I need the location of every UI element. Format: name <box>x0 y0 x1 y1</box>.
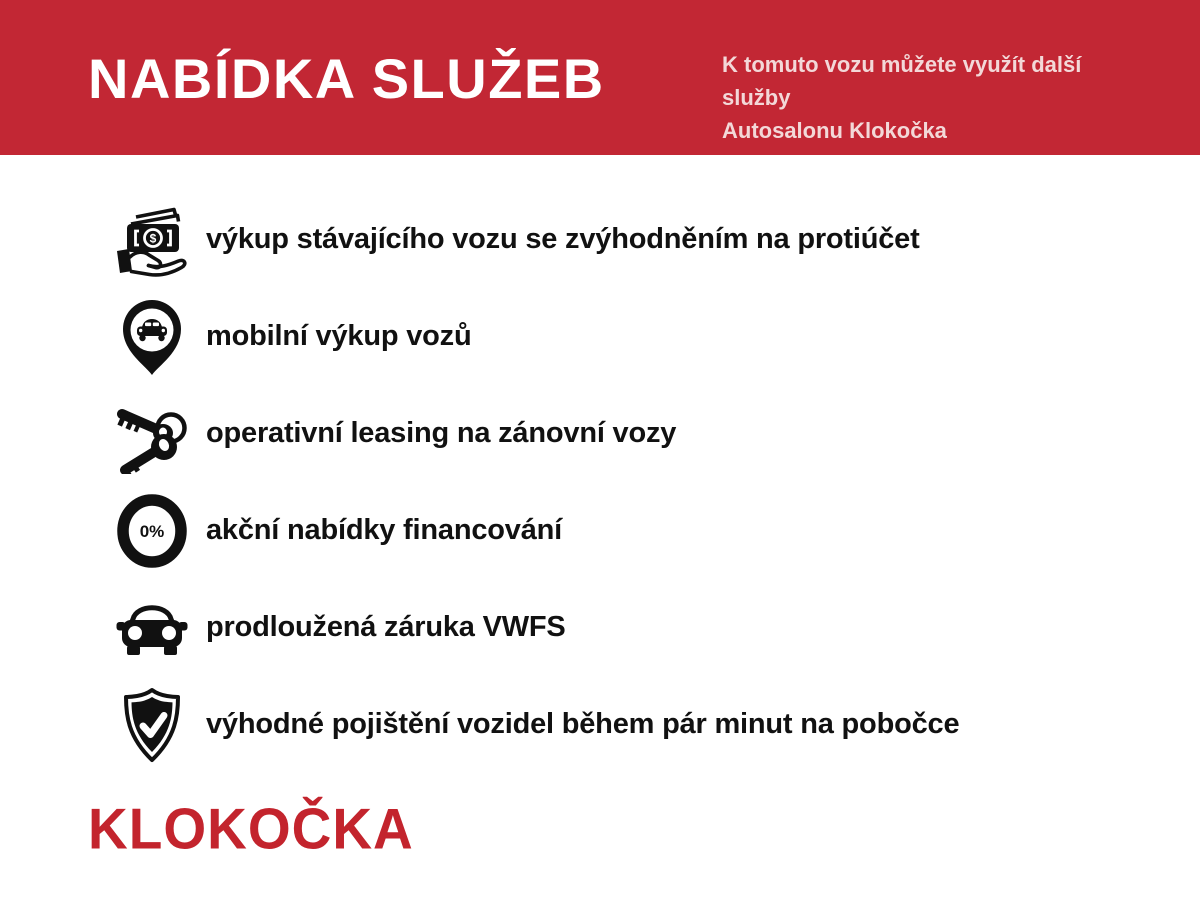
service-label: mobilní výkup vozů <box>206 320 472 352</box>
service-label: prodloužená záruka VWFS <box>206 611 566 643</box>
page-title: NABÍDKA SLUŽEB <box>88 47 605 110</box>
keys-icon <box>112 394 192 474</box>
car-front-icon <box>112 588 192 668</box>
service-label: akční nabídky financování <box>206 514 562 546</box>
klokocka-logo: KLOKOČKA <box>88 796 414 862</box>
zero-percent-label: 0% <box>139 521 165 541</box>
list-item <box>112 579 1132 676</box>
list-item <box>112 191 1132 288</box>
zero-percent-icon <box>112 491 192 571</box>
services-list <box>112 191 1132 773</box>
cash-in-hand-icon <box>112 200 192 280</box>
list-item <box>112 482 1132 579</box>
list-item <box>112 676 1132 773</box>
service-label: výhodné pojištění vozidel během pár minut na pobočce <box>206 708 960 740</box>
svg-text:$: $ <box>149 231 157 245</box>
header-subtitle <box>722 48 1142 147</box>
header-band <box>0 0 1200 155</box>
service-label: výkup stávajícího vozu se zvýhodněním na protiúčet <box>206 223 920 255</box>
map-pin-car-icon <box>112 297 192 377</box>
header-subtitle-line1: K tomuto vozu můžete využít další služby <box>722 52 1082 110</box>
list-item <box>112 385 1132 482</box>
service-label: operativní leasing na zánovní vozy <box>206 417 677 449</box>
list-item <box>112 288 1132 385</box>
shield-check-icon <box>112 685 192 765</box>
header-subtitle-line2: Autosalonu Klokočka <box>722 118 947 143</box>
